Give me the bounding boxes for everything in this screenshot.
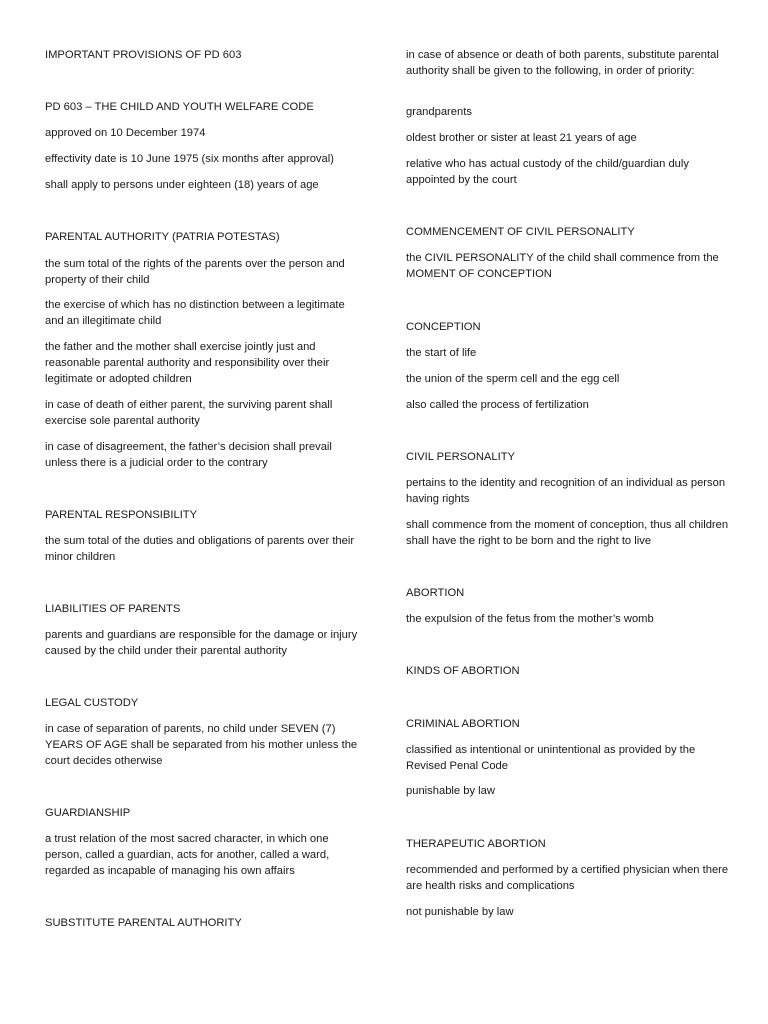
- paragraph: in case of separation of parents, no child under SEVEN (7) YEARS OF AGE shall be separated from his mother unless the court decides otherwise: [45, 723, 358, 767]
- paragraph: also called the process of fertilization: [406, 399, 589, 411]
- section-heading: GUARDIANSHIP: [45, 807, 131, 819]
- paragraph: parents and guardians are responsible for the damage or injury caused by the child under their parental authority: [45, 629, 358, 657]
- paragraph: recommended and performed by a certified physician when there are health risks and complications: [406, 864, 729, 892]
- paragraph: the union of the sperm cell and the egg cell: [406, 373, 620, 385]
- paragraph: the sum total of the duties and obligations of parents over their minor children: [45, 535, 355, 563]
- paragraph: effectivity date is 10 June 1975 (six months after approval): [45, 153, 334, 165]
- paragraph: not punishable by law: [406, 906, 514, 918]
- section-heading: KINDS OF ABORTION: [406, 665, 520, 677]
- list-item: relative who has actual custody of the child/guardian duly appointed by the court: [406, 158, 689, 186]
- paragraph: the start of life: [406, 347, 477, 359]
- paragraph: approved on 10 December 1974: [45, 127, 206, 139]
- paragraph: punishable by law: [406, 785, 495, 797]
- list-item: oldest brother or sister at least 21 years of age: [406, 132, 637, 144]
- paragraph: in case of disagreement, the father’s decision shall prevail unless there is a judicial order to the contrary: [45, 441, 332, 469]
- section-heading: CRIMINAL ABORTION: [406, 718, 520, 730]
- paragraph: the sum total of the rights of the parents over the person and property of their child: [45, 258, 345, 286]
- paragraph: shall commence from the moment of conception, thus all children shall have the right to be born and the right to live: [406, 519, 729, 547]
- section-heading: LIABILITIES OF PARENTS: [45, 603, 181, 615]
- section-heading: SUBSTITUTE PARENTAL AUTHORITY: [45, 917, 242, 929]
- paragraph: a trust relation of the most sacred character, in which one person, called a guardian, acts for another, called a ward, regarded as incapable of managing his own affairs: [45, 833, 330, 877]
- section-heading: CONCEPTION: [406, 321, 481, 333]
- section-heading: PARENTAL RESPONSIBILITY: [45, 509, 198, 521]
- paragraph: classified as intentional or unintentional as provided by the Revised Penal Code: [406, 744, 696, 772]
- paragraph: the expulsion of the fetus from the mother’s womb: [406, 613, 654, 625]
- paragraph: pertains to the identity and recognition of an individual as person having rights: [406, 477, 726, 505]
- section-heading: CIVIL PERSONALITY: [406, 451, 516, 463]
- paragraph: in case of death of either parent, the surviving parent shall exercise sole parental authority: [45, 399, 333, 427]
- list-item: grandparents: [406, 106, 472, 118]
- section-heading: PARENTAL AUTHORITY (PATRIA POTESTAS): [45, 231, 280, 243]
- section-heading: ABORTION: [406, 587, 465, 599]
- section-heading: THERAPEUTIC ABORTION: [406, 838, 546, 850]
- paragraph: shall apply to persons under eighteen (18) years of age: [45, 179, 319, 191]
- section-heading: LEGAL CUSTODY: [45, 697, 139, 709]
- section-heading: PD 603 – THE CHILD AND YOUTH WELFARE CODE: [45, 101, 314, 113]
- section-heading: COMMENCEMENT OF CIVIL PERSONALITY: [406, 226, 635, 238]
- paragraph: the CIVIL PERSONALITY of the child shall commence from the MOMENT OF CONCEPTION: [406, 252, 719, 280]
- paragraph: the father and the mother shall exercise jointly just and reasonable parental authority and responsibility over their legitimate or adopted children: [45, 341, 330, 385]
- paragraph: the exercise of which has no distinction between a legitimate and an illegitimate child: [45, 299, 345, 327]
- paragraph: in case of absence or death of both parents, substitute parental authority shall be given to the following, in order of priority:: [406, 49, 719, 77]
- document-title: IMPORTANT PROVISIONS OF PD 603: [45, 49, 242, 61]
